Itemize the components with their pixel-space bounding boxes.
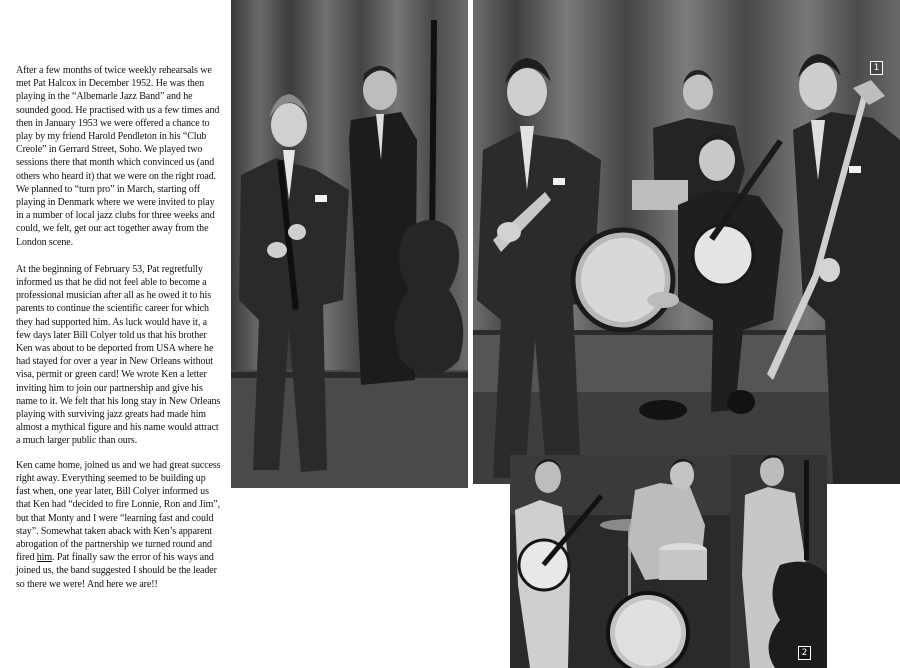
- article-text: [16, 64, 221, 602]
- photo-band-onstage: [473, 0, 900, 484]
- photo-number-badge: 1: [870, 61, 883, 75]
- paragraph: After a few months of twice weekly rehearsals we met Pat Halcox in December 1952. He was then playing in the “Albemarle Jazz Band” and he sounded good. He practised with us a few times and then in January 1953 we were offered a chance to play by my friend Harold Pendleton in his “Club Creole” in Gerrard Street, Soho. We played two sessions there that month which convinced us (and others who heard it) that we were on the right road. We planned to “turn pro” in March, starting off playing in Denmark where we were invited to play in a number of local jazz clubs for three weeks and could, we felt, get our act together away from the London scene.: [16, 65, 220, 248]
- photo-clarinet-and-bass: [231, 0, 468, 488]
- photo-band-rehearsal: [510, 455, 827, 668]
- paragraph: At the beginning of February 53, Pat regretfully informed us that he did not feel able to become a professional musician after all as he owed it to his parents to continue the scientific career for which they had supported him. As luck would have it, a few days later Bill Colyer told us that his brother Ken was about to be deported from USA where he had stayed for over a year in New Orleans without visa, permit or green card! We wrote Ken a letter inviting him to join our partnership and give his name to it. We felt that his long stay in New Orleans playing with surviving jazz greats had made him almost a mythical figure and his name would attract a much larger public than ours.: [16, 263, 221, 447]
- paragraph: [16, 459, 221, 591]
- paragraph-text: . Pat finally saw the error of his ways and joined us, the band suggested I should be the leader so there we were! And here we are!!: [16, 552, 217, 590]
- underlined-word: him: [36, 552, 53, 564]
- photo-number-badge: 2: [798, 646, 811, 660]
- paragraph-text: Ken came home, joined us and we had great success right away. Everything seemed to be building up fast when, one year later, Bill Colyer informed us that Ken had “decided to fire Lonnie, Ron and Jim”, but that Monty and I were “learning fast and could stay”. Somewhat taken aback with Ken’s apparent abrogation of the partnership we turned round and fired: [16, 459, 221, 564]
